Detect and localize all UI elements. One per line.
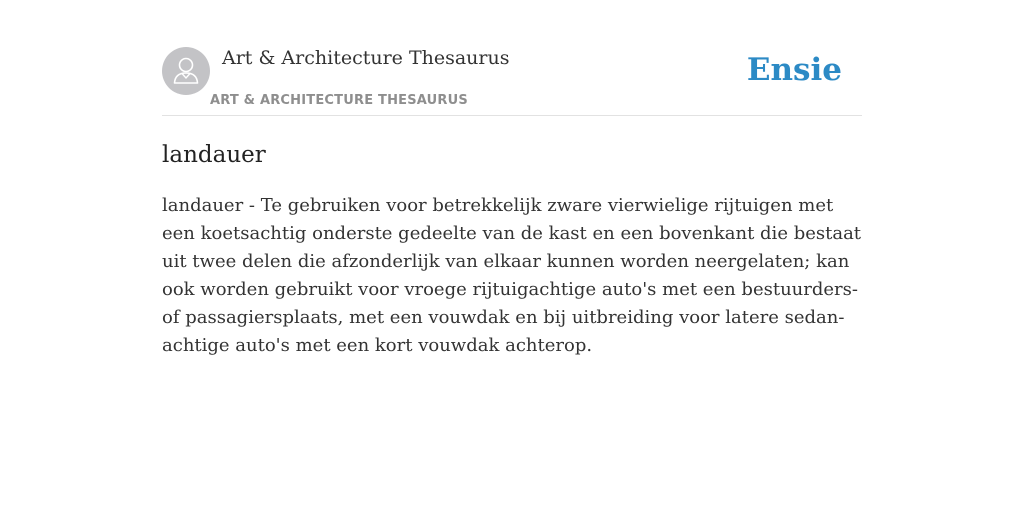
ensie-logo[interactable]: Ensie	[746, 52, 842, 88]
avatar[interactable]	[162, 47, 210, 95]
source-header	[162, 46, 862, 116]
entry-definition: landauer - Te gebruiken voor betrekkelijk zware vierwielige rijtuigen met een koetsachtig onderste gedeelte van de kast en een bovenkant die bestaat uit twee delen die afzonderlijk van elkaar kunnen worden neergelaten; kan ook worden gebruikt voor vroege rijtuigachtige auto's met een bestuurders- of passagiersplaats, met een vouwdak en bij uitbreiding voor latere sedan-achtige auto's met een kort vouwdak achterop.	[162, 195, 862, 356]
user-silhouette-icon	[162, 47, 210, 95]
entry-term: landauer	[162, 142, 266, 168]
source-title[interactable]: Art & Architecture Thesaurus	[222, 47, 510, 69]
source-subtitle: ART & ARCHITECTURE THESAURUS	[210, 93, 468, 108]
